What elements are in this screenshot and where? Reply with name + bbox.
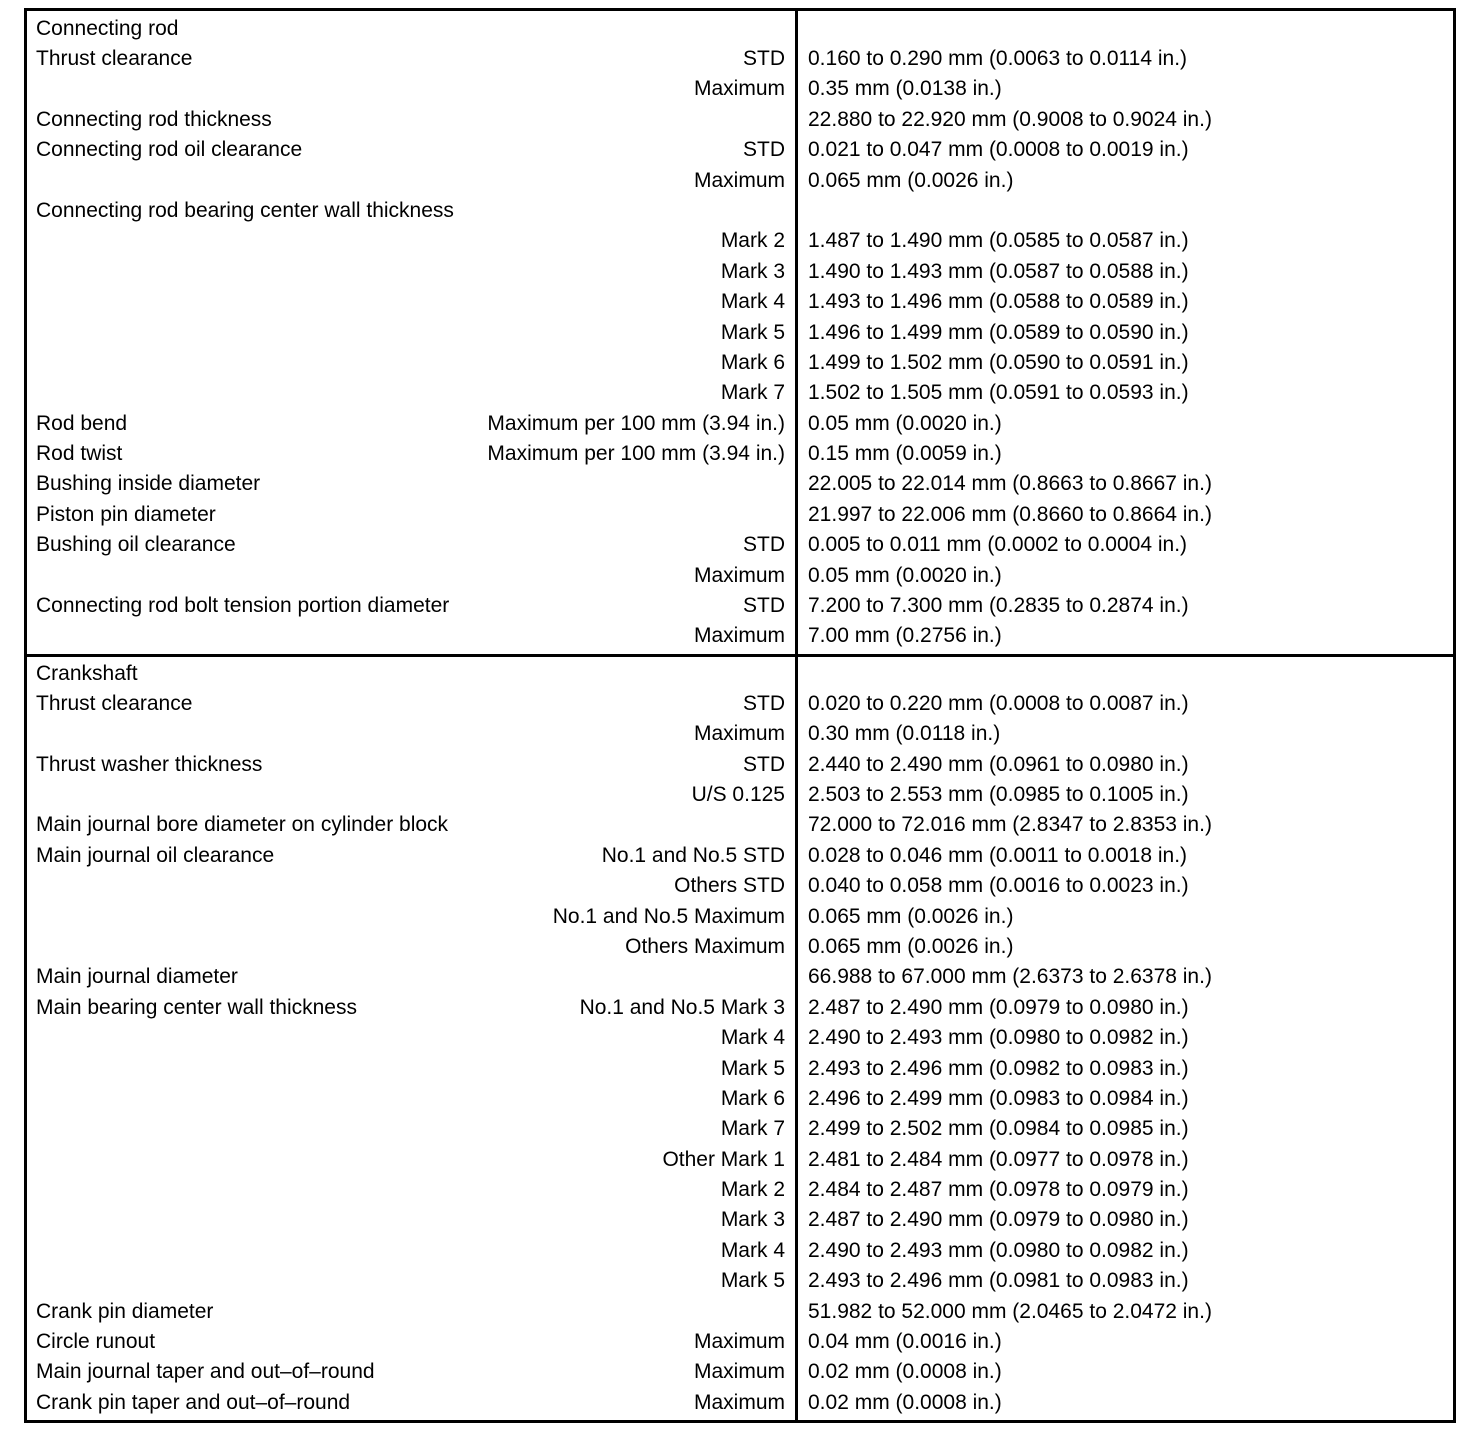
spec-label: Bushing oil clearance: [36, 533, 236, 557]
spec-condition: Mark 4: [720, 1026, 785, 1050]
spec-label: [27, 318, 467, 348]
spec-label: Main journal taper and out–of–round: [36, 1360, 375, 1384]
spec-value: 1.502 to 1.505 mm (0.0591 to 0.0593 in.): [808, 381, 1189, 405]
spec-condition: Mark 5: [720, 320, 785, 344]
spec-condition: Mark 3: [720, 259, 785, 283]
spec-row: [27, 318, 1453, 348]
spec-condition: STD: [743, 47, 785, 70]
spec-value: 2.503 to 2.553 mm (0.0985 to 0.1005 in.): [808, 782, 1189, 806]
spec-label: Thrust clearance: [36, 47, 193, 70]
section-connecting-rod: [27, 11, 1453, 654]
spec-condition: Maximum: [693, 1330, 785, 1354]
spec-value: 2.499 to 2.502 mm (0.0984 to 0.0985 in.): [808, 1117, 1189, 1141]
spec-condition: Mark 3: [720, 1208, 785, 1232]
spec-row: [27, 810, 1453, 840]
spec-label: Rod bend: [36, 411, 128, 435]
spec-value: 2.496 to 2.499 mm (0.0983 to 0.0984 in.): [808, 1086, 1189, 1110]
spec-value: 22.005 to 22.014 mm (0.8663 to 0.8667 in.): [808, 472, 1212, 496]
column-divider: [795, 657, 798, 1420]
spec-value: 72.000 to 72.016 mm (2.8347 to 2.8353 in.): [808, 813, 1212, 837]
spec-value: 66.988 to 67.000 mm (2.6373 to 2.6378 in.): [808, 965, 1212, 989]
spec-condition: STD: [743, 752, 785, 776]
spec-row: [27, 166, 1453, 196]
spec-value: 0.065 mm (0.0026 in.): [808, 168, 1014, 192]
spec-condition: Maximum per 100 mm (3.94 in.): [487, 411, 785, 435]
spec-value: 2.490 to 2.493 mm (0.0980 to 0.0982 in.): [808, 1026, 1189, 1050]
spec-condition: Mark 5: [720, 1056, 785, 1080]
column-divider: [795, 11, 798, 654]
spec-condition: [467, 469, 785, 499]
spec-label: [27, 257, 467, 287]
spec-value: 0.04 mm (0.0016 in.): [808, 1330, 1002, 1354]
spec-row: [27, 287, 1453, 317]
spec-row: [27, 1236, 1453, 1266]
spec-value: 1.493 to 1.496 mm (0.0588 to 0.0589 in.): [808, 290, 1189, 314]
spec-value: [785, 196, 1453, 226]
spec-row: [27, 591, 1453, 621]
spec-row: [27, 1084, 1453, 1114]
section-title: Crankshaft: [36, 661, 138, 685]
spec-label: [27, 871, 467, 901]
spec-label: [27, 1266, 467, 1296]
spec-value: 0.005 to 0.011 mm (0.0002 to 0.0004 in.): [808, 533, 1188, 557]
spec-row: [27, 689, 1453, 719]
spec-label: [27, 561, 467, 591]
spec-label: Crank pin diameter: [36, 1299, 214, 1323]
spec-condition: No.1 and No.5 STD: [601, 843, 785, 867]
spec-label: Thrust clearance: [36, 691, 193, 715]
spec-condition: STD: [743, 533, 785, 557]
spec-value: 0.021 to 0.047 mm (0.0008 to 0.0019 in.): [808, 138, 1189, 162]
spec-label: [27, 1236, 467, 1266]
spec-condition: [467, 500, 785, 530]
spec-row: [27, 439, 1453, 469]
spec-condition: Maximum: [693, 77, 785, 101]
spec-condition: [467, 105, 785, 135]
spec-value: 2.493 to 2.496 mm (0.0981 to 0.0983 in.): [808, 1269, 1189, 1293]
spec-row: [27, 1145, 1453, 1175]
spec-label: Crank pin taper and out–of–round: [36, 1390, 351, 1414]
spec-value: 0.05 mm (0.0020 in.): [808, 411, 1002, 435]
spec-condition: Mark 4: [720, 1238, 785, 1262]
spec-label: [27, 1145, 467, 1175]
spec-condition: Mark 6: [720, 1086, 785, 1110]
spec-value: 0.15 mm (0.0059 in.): [808, 442, 1002, 466]
spec-value: 7.00 mm (0.2756 in.): [808, 624, 1002, 648]
spec-label: Main journal bore diameter on cylinder block: [36, 813, 449, 837]
spec-condition: Others STD: [674, 874, 785, 898]
spec-value: 2.481 to 2.484 mm (0.0977 to 0.0978 in.): [808, 1147, 1189, 1171]
spec-value: 0.02 mm (0.0008 in.): [808, 1360, 1002, 1384]
spec-row: [27, 1175, 1453, 1205]
spec-row: [27, 196, 1453, 226]
spec-value: 21.997 to 22.006 mm (0.8660 to 0.8664 in.): [808, 502, 1212, 526]
spec-value: 0.160 to 0.290 mm (0.0063 to 0.0114 in.): [808, 47, 1188, 70]
section-title-row: [27, 14, 1453, 44]
spec-condition: Others Maximum: [625, 934, 785, 958]
spec-label: [27, 378, 467, 408]
section-title: Connecting rod: [36, 17, 179, 40]
spec-value: 0.30 mm (0.0118 in.): [808, 722, 1001, 746]
spec-value: 0.028 to 0.046 mm (0.0011 to 0.0018 in.): [808, 843, 1188, 867]
spec-label: [27, 1175, 467, 1205]
spec-value: 0.05 mm (0.0020 in.): [808, 563, 1002, 587]
spec-row: [27, 226, 1453, 256]
spec-condition: Mark 2: [720, 1178, 785, 1202]
spec-row: [27, 348, 1453, 378]
spec-value: 0.065 mm (0.0026 in.): [808, 904, 1014, 928]
spec-condition: Mark 6: [720, 350, 785, 374]
spec-label: Connecting rod thickness: [36, 107, 272, 131]
spec-label: Connecting rod bearing center wall thickness: [36, 198, 454, 222]
spec-row: [27, 500, 1453, 530]
spec-row: [27, 962, 1453, 992]
spec-value: 1.496 to 1.499 mm (0.0589 to 0.0590 in.): [808, 320, 1189, 344]
spec-row: [27, 1327, 1453, 1357]
spec-row: [27, 841, 1453, 871]
spec-condition: STD: [743, 138, 785, 162]
spec-condition: Mark 5: [720, 1269, 785, 1293]
spec-row: [27, 1357, 1453, 1387]
spec-label: Main journal oil clearance: [36, 843, 275, 867]
spec-label: [27, 932, 467, 962]
spec-condition: Mark 4: [720, 290, 785, 314]
spec-row: [27, 1114, 1453, 1144]
spec-condition: Maximum: [693, 624, 785, 648]
spec-value: 51.982 to 52.000 mm (2.0465 to 2.0472 in.): [808, 1299, 1212, 1323]
spec-row: [27, 1205, 1453, 1235]
spec-label: [27, 348, 467, 378]
spec-condition: STD: [743, 691, 785, 715]
spec-row: [27, 378, 1453, 408]
spec-row: [27, 719, 1453, 749]
spec-value: 7.200 to 7.300 mm (0.2835 to 0.2874 in.): [808, 594, 1189, 618]
spec-label: [27, 621, 467, 651]
spec-value: 2.484 to 2.487 mm (0.0978 to 0.0979 in.): [808, 1178, 1189, 1202]
spec-row: [27, 750, 1453, 780]
spec-condition: Maximum: [693, 1360, 785, 1384]
spec-row: [27, 1266, 1453, 1296]
spec-label: Connecting rod oil clearance: [36, 138, 303, 162]
spec-condition: Maximum: [693, 168, 785, 192]
spec-label: [27, 166, 467, 196]
spec-label: [27, 226, 467, 256]
spec-row: [27, 902, 1453, 932]
spec-value: 0.040 to 0.058 mm (0.0016 to 0.0023 in.): [808, 874, 1189, 898]
spec-label: Main bearing center wall thickness: [36, 995, 357, 1019]
spec-label: [27, 1114, 467, 1144]
section-rows: [27, 657, 1453, 1420]
spec-value: 2.490 to 2.493 mm (0.0980 to 0.0982 in.): [808, 1238, 1189, 1262]
spec-row: [27, 1297, 1453, 1327]
spec-row: [27, 469, 1453, 499]
spec-row: [27, 871, 1453, 901]
spec-label: [27, 1205, 467, 1235]
spec-row: [27, 530, 1453, 560]
spec-value: 22.880 to 22.920 mm (0.9008 to 0.9024 in.): [808, 107, 1212, 131]
section-rows: [27, 11, 1453, 654]
spec-label: Connecting rod bolt tension portion diameter: [36, 594, 450, 618]
spec-row: [27, 561, 1453, 591]
spec-row: [27, 621, 1453, 651]
spec-row: [27, 44, 1453, 74]
spec-condition: [467, 962, 785, 992]
spec-value: 0.020 to 0.220 mm (0.0008 to 0.0087 in.): [808, 691, 1189, 715]
spec-condition: [467, 196, 785, 226]
section-crankshaft: [27, 654, 1453, 1420]
spec-row: [27, 932, 1453, 962]
spec-value: 2.487 to 2.490 mm (0.0979 to 0.0980 in.): [808, 995, 1189, 1019]
spec-condition: No.1 and No.5 Mark 3: [579, 995, 785, 1019]
spec-row: [27, 1023, 1453, 1053]
spec-label: [27, 1054, 467, 1084]
spec-condition: [467, 1297, 785, 1327]
spec-value: 0.02 mm (0.0008 in.): [808, 1390, 1002, 1414]
spec-row: [27, 1388, 1453, 1418]
spec-value: 1.487 to 1.490 mm (0.0585 to 0.0587 in.): [808, 229, 1189, 253]
spec-label: Circle runout: [36, 1330, 156, 1354]
spec-row: [27, 993, 1453, 1023]
spec-value: 0.35 mm (0.0138 in.): [808, 77, 1002, 101]
spec-condition: Maximum: [693, 563, 785, 587]
spec-label: [27, 287, 467, 317]
spec-condition: [467, 810, 785, 840]
spec-condition: Mark 7: [720, 1117, 785, 1141]
spec-value: 1.490 to 1.493 mm (0.0587 to 0.0588 in.): [808, 259, 1189, 283]
spec-condition: Maximum: [693, 1390, 785, 1414]
spec-row: [27, 74, 1453, 104]
spec-label: Main journal diameter: [36, 965, 238, 989]
spec-condition: Other Mark 1: [662, 1147, 785, 1171]
spec-label: Rod twist: [36, 442, 123, 466]
spec-row: [27, 1054, 1453, 1084]
spec-condition: No.1 and No.5 Maximum: [552, 904, 785, 928]
spec-label: Thrust washer thickness: [36, 752, 263, 776]
spec-condition: Maximum: [693, 722, 785, 746]
spec-label: Piston pin diameter: [36, 502, 216, 526]
section-title-row: [27, 659, 1453, 689]
spec-value: 2.487 to 2.490 mm (0.0979 to 0.0980 in.): [808, 1208, 1189, 1232]
spec-row: [27, 105, 1453, 135]
spec-row: [27, 257, 1453, 287]
spec-value: 2.440 to 2.490 mm (0.0961 to 0.0980 in.): [808, 752, 1189, 776]
spec-label: [27, 74, 467, 104]
spec-condition: Mark 7: [720, 381, 785, 405]
spec-row: [27, 135, 1453, 165]
spec-row: [27, 409, 1453, 439]
spec-value: 0.065 mm (0.0026 in.): [808, 934, 1014, 958]
spec-value: 2.493 to 2.496 mm (0.0982 to 0.0983 in.): [808, 1056, 1189, 1080]
spec-label: [27, 1023, 467, 1053]
spec-condition: U/S 0.125: [691, 782, 785, 806]
spec-label: [27, 719, 467, 749]
spec-label: [27, 780, 467, 810]
spec-label: [27, 1084, 467, 1114]
spec-table: [24, 8, 1456, 1423]
spec-condition: Mark 2: [720, 229, 785, 253]
spec-row: [27, 780, 1453, 810]
spec-value: 1.499 to 1.502 mm (0.0590 to 0.0591 in.): [808, 350, 1189, 374]
spec-condition: Maximum per 100 mm (3.94 in.): [487, 442, 785, 466]
spec-label: [27, 902, 467, 932]
spec-condition: STD: [743, 594, 785, 618]
spec-label: Bushing inside diameter: [36, 472, 261, 496]
